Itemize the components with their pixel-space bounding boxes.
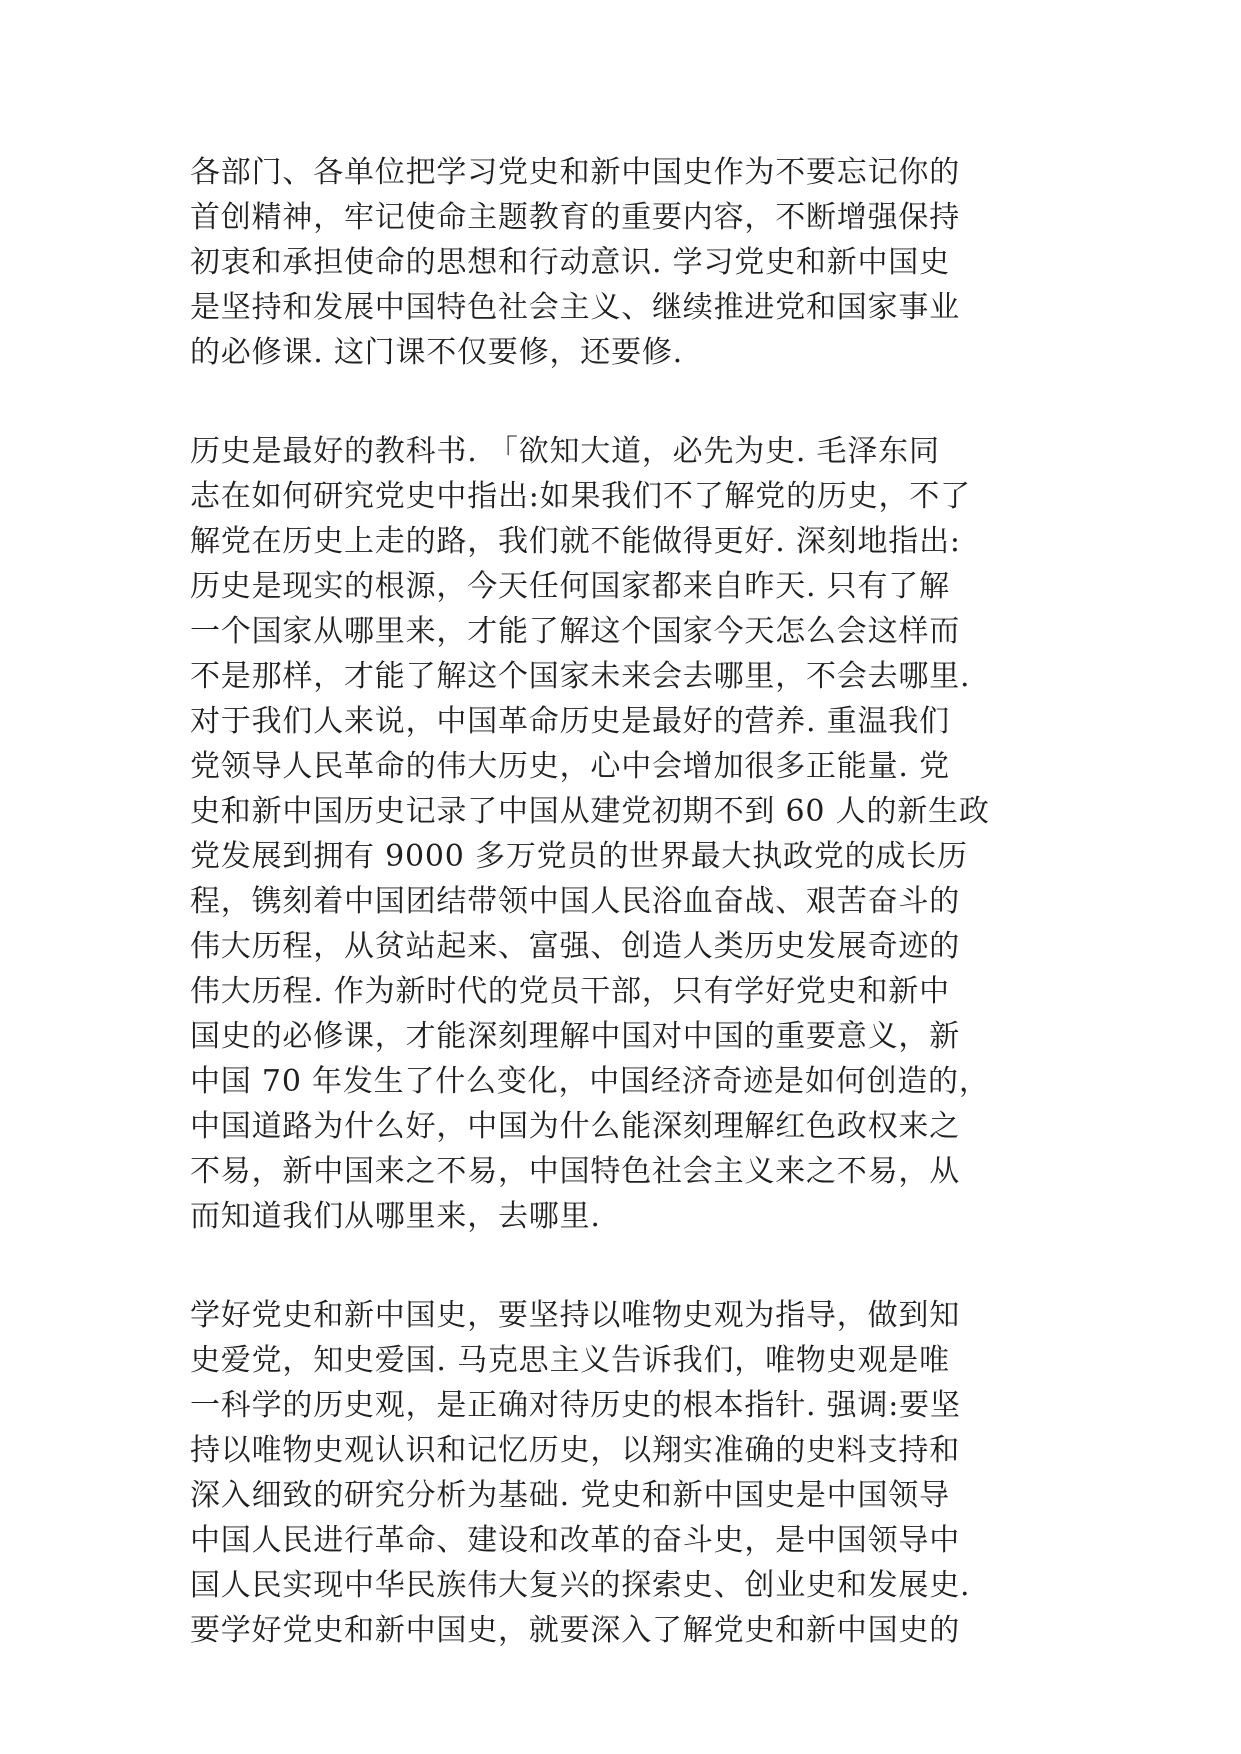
text-line: 解党在历史上走的路，我们就不能做得更好. 深刻地指出:: [190, 524, 961, 559]
text-line: 史爱党，知史爱国. 马克思主义告诉我们，唯物史观是唯: [190, 1343, 950, 1378]
text-line: 深入细致的研究分析为基础. 党史和新中国史是中国领导: [190, 1478, 950, 1513]
document-body: [190, 150, 1060, 1707]
text-line: 国人民实现中华民族伟大复兴的探索史、创业史和发展史.: [190, 1568, 971, 1603]
text-line: 史和新中国历史记录了中国从建党初期不到 60 人的新生政: [190, 794, 990, 829]
text-line: 各部门、各单位把学习党史和新中国史作为不要忘记你的: [190, 155, 960, 190]
text-line: 历史是现实的根源，今天任何国家都来自昨天. 只有了解: [190, 569, 950, 604]
text-line: 首创精神，牢记使命主题教育的重要内容，不断增强保持: [190, 200, 960, 235]
text-line: 伟大历程，从贫站起来、富强、创造人类历史发展奇迹的: [190, 929, 960, 964]
text-line: 而知道我们从哪里来，去哪里.: [190, 1199, 601, 1234]
text-line: 对于我们人来说，中国革命历史是最好的营养. 重温我们: [190, 704, 950, 739]
text-line: 国史的必修课，才能深刻理解中国对中国的重要意义，新: [190, 1019, 960, 1054]
text-line: 一个国家从哪里来，才能了解这个国家今天怎么会这样而: [190, 614, 960, 649]
text-line: 中国道路为什么好，中国为什么能深刻理解红色政权来之: [190, 1109, 960, 1144]
text-line: 要学好党史和新中国史，就要深入了解党史和新中国史的: [190, 1613, 960, 1648]
text-line: 学好党史和新中国史，要坚持以唯物史观为指导，做到知: [190, 1298, 960, 1333]
text-line: 程，镌刻着中国团结带领中国人民浴血奋战、艰苦奋斗的: [190, 884, 960, 919]
text-line: 初衷和承担使命的思想和行动意识. 学习党史和新中国史: [190, 245, 950, 280]
text-line: 历史是最好的教科书. 「欲知大道，必先为史. 毛泽东同: [190, 434, 940, 469]
paragraph-1: [190, 150, 1060, 375]
text-line: 是坚持和发展中国特色社会主义、继续推进党和国家事业: [190, 290, 960, 325]
text-line: 中国 70 年发生了什么变化，中国经济奇迹是如何创造的，: [190, 1064, 990, 1099]
text-line: 志在如何研究党史中指出:如果我们不了解党的历史，不了: [190, 479, 971, 514]
text-line: 中国人民进行革命、建设和改革的奋斗史，是中国领导中: [190, 1523, 960, 1558]
text-line: 党领导人民革命的伟大历史，心中会增加很多正能量. 党: [190, 749, 950, 784]
text-line: 伟大历程. 作为新时代的党员干部，只有学好党史和新中: [190, 974, 950, 1009]
text-line: 不是那样，才能了解这个国家未来会去哪里，不会去哪里.: [190, 659, 971, 694]
text-line: 党发展到拥有 9000 多万党员的世界最大执政党的成长历: [190, 839, 968, 874]
paragraph-3: [190, 1293, 1060, 1653]
text-line: 的必修课. 这门课不仅要修，还要修.: [190, 335, 684, 370]
text-line: 一科学的历史观，是正确对待历史的根本指针. 强调:要坚: [190, 1388, 961, 1423]
text-line: 持以唯物史观认识和记忆历史，以翔实准确的史料支持和: [190, 1433, 960, 1468]
paragraph-2: [190, 429, 1060, 1239]
text-line: 不易，新中国来之不易，中国特色社会主义来之不易，从: [190, 1154, 960, 1189]
